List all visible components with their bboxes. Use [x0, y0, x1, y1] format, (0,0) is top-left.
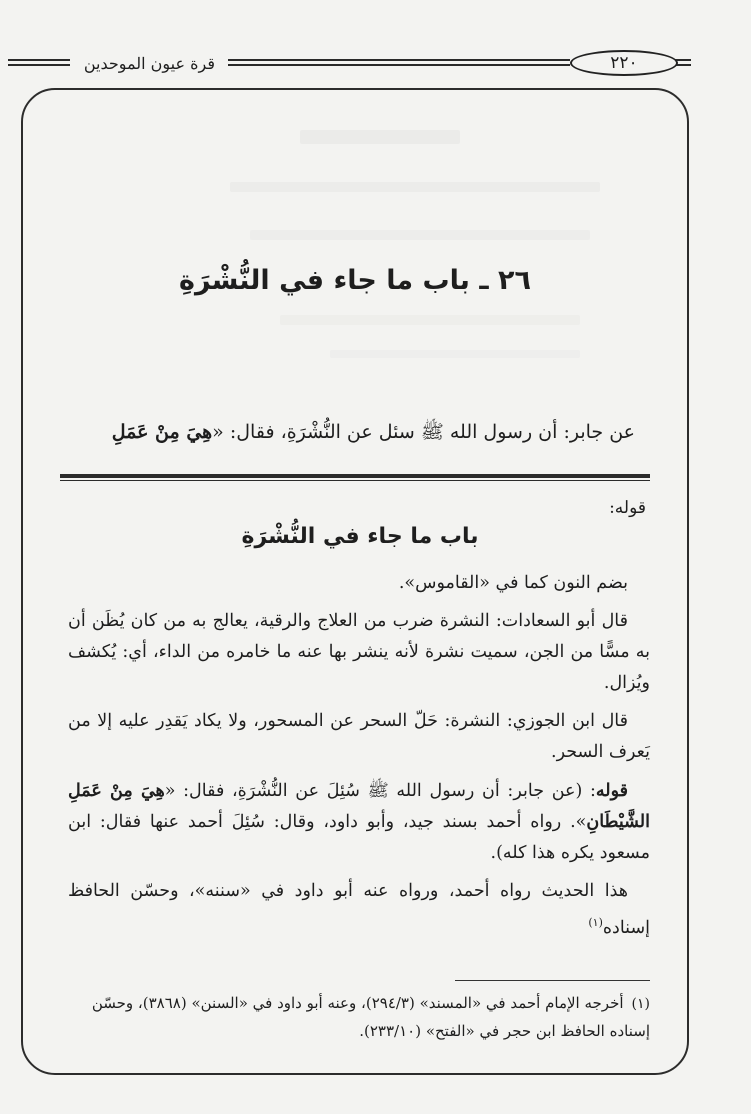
- footnote: [66, 990, 650, 1045]
- p4-text-b: ». رواه أحمد بسند جيد، وأبو داود، وقال: سُئِلَ أحمد عنها فقال: ابن مسعود يكره هذا كله).: [68, 812, 650, 863]
- separator-thin: [60, 480, 650, 481]
- page-number: [570, 50, 678, 76]
- header-rule-mid-bottom: [228, 64, 570, 66]
- paragraph-2: قال أبو السعادات: النشرة ضرب من العلاج والرقية، يعالج به من كان يُظَن أن به مسًّا من الجن، سميت نشرة لأنه ينشر بها عنه ما خامره من الداء، أي: يُكشف ويُزال.: [68, 611, 650, 693]
- header-rule-mid-top: [228, 59, 570, 61]
- footnote-text: أخرجه الإمام أحمد في «المسند» (٢٩٤/٣)، وعنه أبو داود في «السنن» (٣٨٦٨)، وحسّن إسناده الحافظ ابن حجر في «الفتح» (٢٣٣/١٠).: [91, 994, 650, 1040]
- bleed-through-shading: [330, 350, 580, 358]
- footnote-marker: (١): [631, 996, 650, 1012]
- paragraph-5: [68, 876, 650, 944]
- p4-text-a: : (عن جابر: أن رسول الله ﷺ سُئِلَ عن النُّشْرَةِ، فقال: «: [164, 781, 596, 801]
- footnote-rule: [455, 980, 650, 981]
- running-title: قرة عيون الموحدين: [85, 54, 215, 76]
- paragraph-4: [68, 776, 650, 869]
- hadith-matn: [60, 420, 635, 448]
- matn-text: عن جابر: أن رسول الله ﷺ سئل عن النُّشْرَةِ، فقال: «: [212, 421, 635, 443]
- commentary-label: قوله:: [609, 498, 646, 518]
- footnote-ref: (١): [588, 916, 603, 929]
- bleed-through-shading: [250, 230, 590, 240]
- paragraph-3: قال ابن الجوزي: النشرة: حَلّ السحر عن المسحور، ولا يكاد يَقدِر عليه إلا من يَعرف السحر.: [68, 711, 650, 762]
- commentary-subtitle: باب ما جاء في النُّشْرَةِ: [241, 524, 479, 549]
- bleed-through-shading: [230, 182, 600, 192]
- p4-bold: هِيَ مِنْ عَمَلِ الشَّيْطَانِ: [68, 781, 650, 832]
- header-rule-left-top: [8, 59, 70, 61]
- qawluh-bold: قوله: [595, 781, 628, 801]
- chapter-title: ٢٦ ـ باب ما جاء في النُّشْرَةِ: [179, 265, 531, 296]
- page-number-text: ٢٢٠: [610, 53, 638, 73]
- paragraph-1: بضم النون كما في «القاموس».: [398, 573, 628, 593]
- separator-thick: [60, 474, 650, 478]
- p5-text: هذا الحديث رواه أحمد، ورواه عنه أبو داود في «سننه»، وحسّن الحافظ إسناده: [68, 881, 650, 938]
- header-rule-left-bottom: [8, 64, 70, 66]
- bleed-through-shading: [300, 130, 460, 144]
- matn-bold: هِيَ مِنْ عَمَلِ: [111, 421, 213, 443]
- bleed-through-shading: [280, 315, 580, 325]
